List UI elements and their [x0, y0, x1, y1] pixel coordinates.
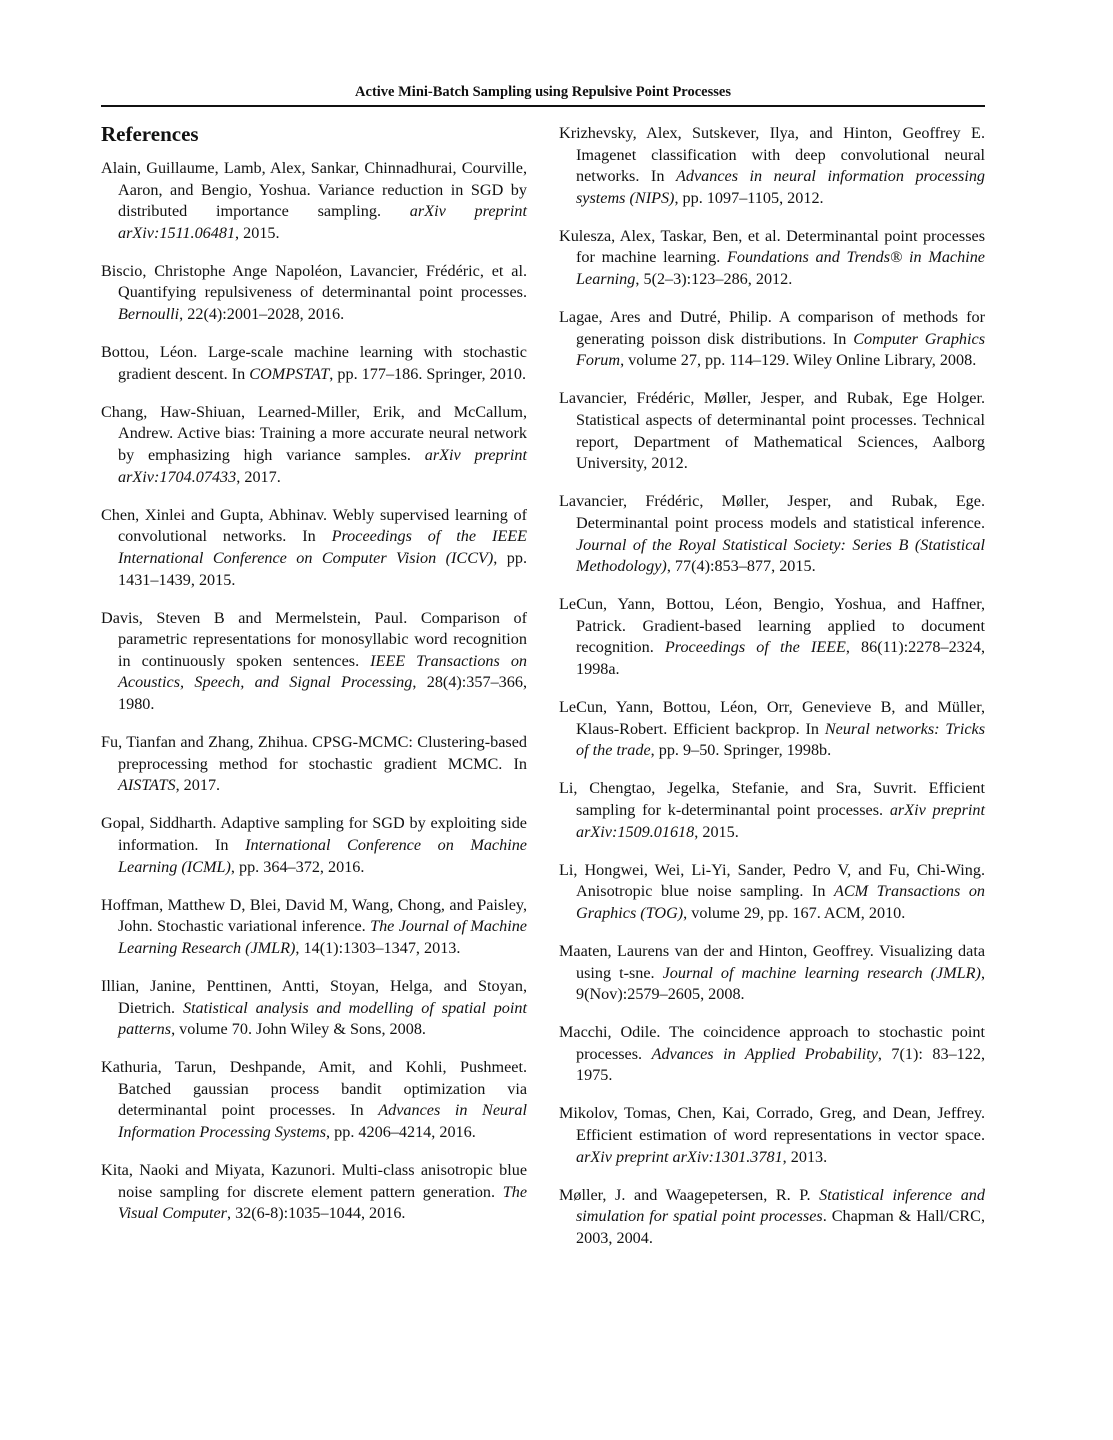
- reference-text: Li, Chengtao, Jegelka, Stefanie, and Sra, Suvrit. Efficient sampling for k-determinantal point processes.: [559, 779, 985, 819]
- reference-entry: [101, 976, 527, 1041]
- reference-venue: ACM Transactions on Graphics (TOG): [576, 882, 986, 922]
- reference-text: , 28(4):357–366, 1980.: [118, 673, 528, 713]
- reference-entry: [101, 1160, 527, 1225]
- reference-text: Alain, Guillaume, Lamb, Alex, Sankar, Chinnadhurai, Courville, Aaron, and Bengio, Yoshua. Variance reduction in SGD by distributed importance sampling.: [101, 159, 527, 221]
- reference-venue: Bernoulli: [118, 305, 180, 324]
- reference-text: , 9(Nov):2579–2605, 2008.: [576, 963, 985, 1004]
- reference-text: Krizhevsky, Alex, Sutskever, Ilya, and Hinton, Geoffrey E. Imagenet classification with deep convolutional neural networks. In: [559, 124, 985, 186]
- reference-text: , pp. 1431–1439, 2015.: [118, 548, 527, 589]
- running-title: Active Mini-Batch Sampling using Repulsive Point Processes: [355, 84, 731, 100]
- reference-text: Chang, Haw-Shiuan, Learned-Miller, Erik, and McCallum, Andrew. Active bias: Training a more accurate neural network by emphasizing high variance samples.: [101, 402, 527, 465]
- reference-entry: [559, 1185, 985, 1250]
- reference-text: Bottou, Léon. Large-scale machine learning with stochastic gradient descent. In: [101, 343, 527, 383]
- reference-entry: [101, 1057, 527, 1143]
- reference-entry: [559, 226, 985, 291]
- reference-text: , volume 70. John Wiley & Sons, 2008.: [171, 1020, 426, 1039]
- reference-text: Chen, Xinlei and Gupta, Abhinav. Webly supervised learning of convolutional networks. In: [101, 505, 527, 546]
- reference-text: , volume 29, pp. 167. ACM, 2010.: [683, 903, 906, 922]
- reference-venue: Foundations and Trends® in Machine Learning: [576, 248, 985, 289]
- reference-entry: [559, 388, 985, 474]
- reference-entry: [101, 895, 527, 960]
- reference-entry: [559, 1022, 985, 1087]
- reference-entry: [101, 732, 527, 797]
- reference-venue: Journal of machine learning research (JMLR): [662, 963, 981, 982]
- reference-entry: [559, 1103, 985, 1168]
- reference-text: , 2017.: [175, 776, 221, 795]
- reference-text: , pp. 1097–1105, 2012.: [674, 188, 824, 207]
- reference-text: Møller, J. and Waagepetersen, R. P.: [559, 1185, 820, 1204]
- reference-entry: [559, 697, 985, 762]
- reference-text: , 2015.: [694, 822, 739, 841]
- reference-text: Fu, Tianfan and Zhang, Zhihua. CPSG-MCMC: Clustering-based preprocessing method for stochastic gradient MCMC. In: [101, 733, 527, 773]
- reference-entry: [101, 505, 527, 591]
- reference-entry: [101, 261, 527, 326]
- reference-text: , 32(6-8):1035–1044, 2016.: [226, 1204, 406, 1223]
- reference-venue: COMPSTAT: [249, 364, 330, 383]
- reference-text: , 2017.: [236, 467, 281, 486]
- reference-venue: Advances in Applied Probability: [651, 1044, 878, 1063]
- running-header: [101, 84, 985, 107]
- reference-venue: arXiv preprint arXiv:1301.3781: [576, 1147, 783, 1166]
- reference-text: Kathuria, Tarun, Deshpande, Amit, and Kohli, Pushmeet. Batched gaussian process bandit optimization via determinantal point processes. In: [101, 1058, 527, 1120]
- left-column: [101, 122, 527, 1241]
- reference-venue: AISTATS: [118, 776, 176, 795]
- reference-text: Gopal, Siddharth. Adaptive sampling for SGD by exploiting side information. In: [101, 814, 527, 854]
- reference-entry: [559, 860, 985, 925]
- reference-venue: The Visual Computer: [118, 1182, 527, 1223]
- reference-text: , pp. 9–50. Springer, 1998b.: [650, 741, 832, 760]
- reference-venue: Computer Graphics Forum: [576, 329, 985, 370]
- reference-text: , 2013.: [782, 1147, 828, 1166]
- reference-entry: [101, 402, 527, 488]
- reference-venue: IEEE Transactions on Acoustics, Speech, and Signal Processing: [118, 651, 528, 692]
- reference-text: , 14(1):1303–1347, 2013.: [295, 938, 461, 957]
- reference-text: Illian, Janine, Penttinen, Antti, Stoyan, Helga, and Stoyan, Dietrich.: [101, 976, 527, 1017]
- reference-venue: International Conference on Machine Learning (ICML): [118, 835, 527, 876]
- reference-text: LeCun, Yann, Bottou, Léon, Bengio, Yoshua, and Haffner, Patrick. Gradient-based learning applied to document recognition.: [559, 595, 985, 657]
- reference-text: Hoffman, Matthew D, Blei, David M, Wang, Chong, and Paisley, John. Stochastic variational inference.: [101, 895, 527, 936]
- reference-venue: The Journal of Machine Learning Research (JMLR): [118, 917, 527, 957]
- reference-text: Li, Hongwei, Wei, Li-Yi, Sander, Pedro V, and Fu, Chi-Wing. Anisotropic blue noise sampling. In: [559, 860, 985, 901]
- reference-text: , 7(1): 83–122, 1975.: [576, 1044, 986, 1085]
- reference-text: . Chapman & Hall/CRC, 2003, 2004.: [576, 1207, 986, 1247]
- reference-text: Lagae, Ares and Dutré, Philip. A comparison of methods for generating poisson disk distributions. In: [559, 308, 985, 348]
- reference-entry: [559, 123, 985, 209]
- reference-venue: Advances in Neural Information Processing Systems: [118, 1101, 527, 1141]
- reference-text: , 22(4):2001–2028, 2016.: [179, 305, 345, 324]
- reference-entry: [559, 778, 985, 843]
- reference-text: Mikolov, Tomas, Chen, Kai, Corrado, Greg, and Dean, Jeffrey. Efficient estimation of word representations in vector space.: [559, 1104, 985, 1145]
- reference-text: , 86(11):2278–2324, 1998a.: [576, 638, 985, 678]
- reference-text: , 2015.: [235, 223, 280, 242]
- reference-venue: Proceedings of the IEEE: [664, 638, 846, 657]
- reference-venue: Statistical analysis and modelling of spatial point patterns: [118, 998, 527, 1039]
- reference-venue: arXiv preprint arXiv:1509.01618: [576, 800, 985, 841]
- left-reference-list: [101, 158, 527, 1225]
- reference-text: , pp. 177–186. Springer, 2010.: [329, 364, 527, 383]
- reference-entry: [101, 158, 527, 244]
- reference-text: Biscio, Christophe Ange Napoléon, Lavancier, Frédéric, et al. Quantifying repulsiveness of determinantal point processes.: [101, 261, 527, 302]
- reference-entry: [559, 491, 985, 577]
- reference-entry: [101, 342, 527, 385]
- reference-text: , pp. 4206–4214, 2016.: [326, 1122, 476, 1141]
- section-title: References: [101, 122, 199, 146]
- reference-text: Lavancier, Frédéric, Møller, Jesper, and Rubak, Ege Holger. Statistical aspects of determinantal point processes. Technical report, Department of Mathematical Sciences, Aalborg University, 2012.: [559, 389, 985, 473]
- reference-venue: arXiv preprint arXiv:1511.06481: [118, 202, 527, 242]
- reference-text: , volume 27, pp. 114–129. Wiley Online Library, 2008.: [620, 351, 977, 370]
- reference-text: , 77(4):853–877, 2015.: [666, 557, 816, 576]
- reference-venue: Journal of the Royal Statistical Society: Series B (Statistical Methodology): [576, 535, 985, 576]
- reference-text: Macchi, Odile. The coincidence approach to stochastic point processes.: [559, 1023, 985, 1063]
- reference-entry: [559, 594, 985, 680]
- reference-text: Davis, Steven B and Mermelstein, Paul. Comparison of parametric representations for monosyllabic word recognition in continuously spoken sentences.: [101, 608, 527, 670]
- reference-entry: [101, 813, 527, 878]
- right-column: [559, 123, 985, 1266]
- reference-text: Lavancier, Frédéric, Møller, Jesper, and Rubak, Ege. Determinantal point process models and statistical inference.: [559, 492, 985, 532]
- reference-venue: Statistical inference and simulation for spatial point processes: [576, 1185, 985, 1226]
- reference-text: , 5(2–3):123–286, 2012.: [635, 270, 793, 289]
- reference-venue: Proceedings of the IEEE International Conference on Computer Vision (ICCV): [118, 527, 527, 567]
- reference-venue: Neural networks: Tricks of the trade: [576, 719, 985, 760]
- reference-entry: [559, 307, 985, 372]
- right-reference-list: [559, 123, 985, 1250]
- reference-venue: Advances in neural information processing systems (NIPS): [576, 167, 986, 207]
- reference-entry: [559, 941, 985, 1006]
- reference-venue: arXiv preprint arXiv:1704.07433: [118, 446, 527, 486]
- reference-text: Maaten, Laurens van der and Hinton, Geoffrey. Visualizing data using t-sne.: [559, 941, 985, 982]
- reference-text: Kita, Naoki and Miyata, Kazunori. Multi-class anisotropic blue noise sampling for discrete element pattern generation.: [101, 1161, 527, 1201]
- reference-text: , pp. 364–372, 2016.: [230, 857, 365, 876]
- reference-entry: [101, 608, 527, 716]
- reference-text: LeCun, Yann, Bottou, Léon, Orr, Genevieve B, and Müller, Klaus-Robert. Efficient backprop. In: [559, 698, 985, 738]
- reference-text: Kulesza, Alex, Taskar, Ben, et al. Determinantal point processes for machine learning.: [559, 226, 985, 267]
